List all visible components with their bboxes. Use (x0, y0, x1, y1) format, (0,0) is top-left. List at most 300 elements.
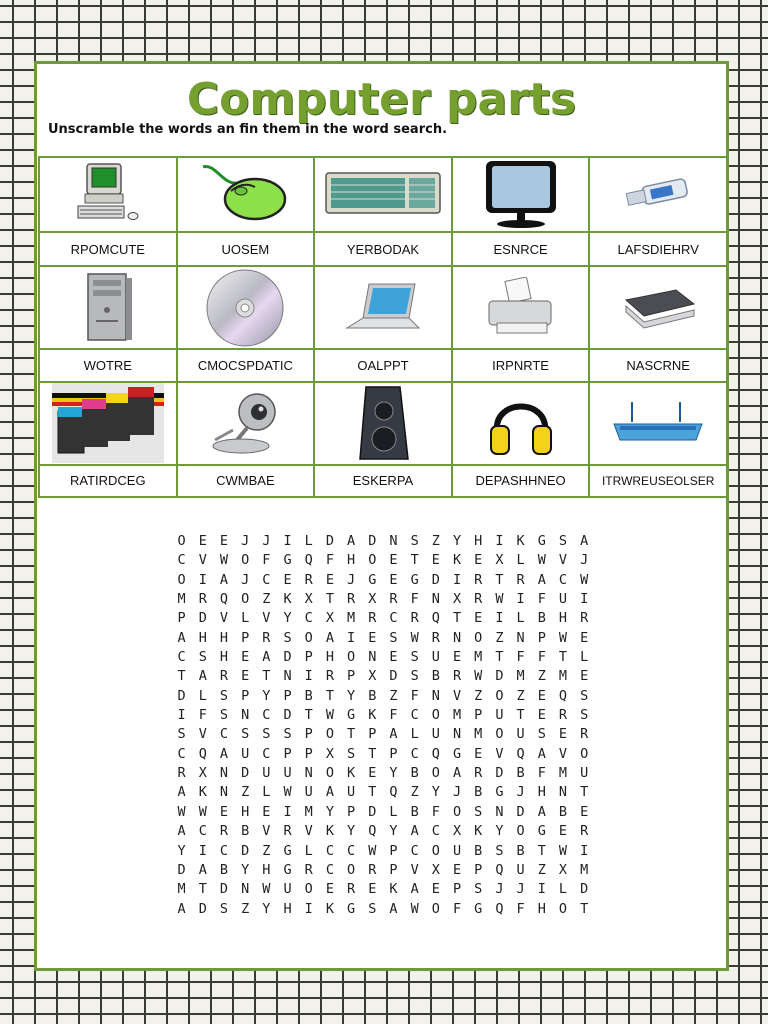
word-search-letter: U (283, 881, 292, 898)
word-search-letter: L (198, 687, 207, 704)
word-search-letter: V (410, 861, 419, 878)
word-search-letter: L (304, 842, 313, 859)
word-search-letter: E (452, 649, 462, 666)
word-search-letter: T (177, 668, 186, 685)
word-search-letter: B (474, 842, 483, 859)
word-search-letter: D (368, 533, 377, 549)
scrambled-word: NASCRNE (589, 349, 727, 381)
word-search-letter: O (431, 900, 440, 917)
word-search-letter: Y (389, 823, 398, 840)
word-search-letter: C (262, 571, 271, 588)
word-search-letter: S (410, 649, 419, 666)
word-search-letter: A (325, 784, 334, 801)
word-search-letter: C (219, 726, 229, 743)
word-search-letter: P (283, 687, 292, 704)
word-search-letter: M (452, 707, 462, 724)
word-search-letter: P (304, 726, 313, 743)
word-search-letter: S (198, 649, 207, 666)
word-search-letter: L (241, 610, 250, 627)
word-search-row (171, 629, 601, 648)
word-search-letter: R (304, 861, 313, 878)
word-search-letter: E (262, 803, 271, 820)
word-search-letter: F (452, 900, 462, 917)
laptop-icon (315, 280, 451, 336)
word-search-letter: D (241, 765, 250, 782)
word-search-letter: A (219, 571, 229, 588)
word-search-letter: W (474, 668, 483, 685)
word-search-letter: M (177, 881, 186, 898)
word-search-letter: R (262, 629, 271, 646)
word-search-letter: L (516, 610, 525, 627)
word-search-letter: I (283, 803, 292, 820)
word-search-letter: Q (304, 552, 313, 569)
word-search-letter: Q (558, 687, 568, 704)
word-search-letter: T (537, 842, 546, 859)
computer-icon (40, 162, 176, 226)
word-search-letter: P (389, 861, 398, 878)
word-search-letter: T (368, 745, 377, 762)
word-search-letter: Y (389, 765, 398, 782)
word-search-letter: C (262, 745, 271, 762)
word-search-letter: N (516, 629, 525, 646)
word-search-letter: H (325, 649, 334, 666)
word-search-letter: G (452, 745, 462, 762)
word-search-letter: A (410, 881, 419, 898)
word-search-letter: S (283, 726, 292, 743)
word-search-letter: Q (495, 900, 504, 917)
word-search-letter: A (198, 861, 207, 878)
word-search-letter: W (219, 552, 229, 569)
word-search-letter: D (283, 649, 292, 666)
word-search-letter: D (368, 803, 377, 820)
word-search-letter: P (389, 745, 398, 762)
word-search-letter: V (198, 552, 207, 569)
word-search-letter: L (410, 726, 419, 743)
word-search-row (171, 822, 601, 841)
word-search-letter: N (389, 533, 398, 549)
word-search-letter: G (410, 571, 419, 588)
word-search-letter: K (516, 533, 525, 549)
word-search-letter: E (389, 552, 398, 569)
word-search-letter: S (177, 726, 186, 743)
word-search-letter: S (410, 668, 419, 685)
word-search-letter: M (474, 726, 483, 743)
word-search-letter: G (283, 861, 292, 878)
word-search-letter: U (452, 842, 462, 859)
word-search-letter: X (304, 591, 313, 608)
word-search-letter: T (580, 900, 589, 917)
word-search-letter: W (410, 629, 419, 646)
word-search-letter: U (580, 765, 589, 782)
word-search-letter: G (347, 900, 356, 917)
word-search-letter: P (304, 649, 313, 666)
word-search-letter: Y (495, 823, 504, 840)
word-search-letter: O (241, 552, 250, 569)
word-search-letter: P (368, 726, 377, 743)
word-search-letter: Q (368, 823, 377, 840)
word-search-letter: V (198, 726, 207, 743)
ink-cartridge-icon (40, 383, 176, 463)
word-search-letter: D (283, 707, 292, 724)
word-search-letter: Y (262, 900, 271, 917)
word-search-letter: S (410, 533, 419, 549)
word-search-letter: V (495, 745, 504, 762)
word-search-letter: A (537, 803, 546, 820)
word-search-letter: W (368, 842, 377, 859)
word-search-letter: J (580, 552, 589, 569)
word-search-letter: W (283, 784, 292, 801)
word-search-letter: X (368, 591, 377, 608)
word-search-letter: C (304, 610, 313, 627)
word-search-letter: V (558, 745, 568, 762)
word-search-letter: N (241, 707, 250, 724)
word-search-letter: P (283, 745, 292, 762)
word-search-letter: L (580, 649, 589, 666)
word-search-letter: X (495, 552, 504, 569)
word-search-letter: H (241, 803, 250, 820)
word-search-letter: O (452, 803, 462, 820)
word-search-letter: E (452, 861, 462, 878)
word-search-letter: K (325, 900, 334, 917)
word-search-letter: E (580, 668, 589, 685)
word-search-letter: F (389, 707, 398, 724)
word-search-letter: E (580, 629, 589, 646)
word-search-letter: V (304, 823, 313, 840)
word-search-letter: J (262, 533, 271, 549)
word-search-letter: C (410, 707, 419, 724)
word-search-letter: I (537, 881, 546, 898)
word-search-letter: P (452, 881, 462, 898)
word-search-letter: B (241, 823, 250, 840)
word-search-letter: U (516, 861, 525, 878)
word-search-letter: O (495, 687, 504, 704)
word-search-letter: G (368, 571, 377, 588)
word-search-row (171, 571, 601, 590)
word-search-letter: E (537, 707, 546, 724)
word-search-letter: R (304, 571, 313, 588)
word-search-letter: Y (262, 687, 271, 704)
word-search-letter: E (558, 823, 568, 840)
word-search-letter: B (431, 668, 440, 685)
word-search-letter: E (558, 726, 568, 743)
word-search-letter: D (431, 571, 440, 588)
word-search-letter: C (325, 861, 334, 878)
word-search-letter: C (177, 649, 186, 666)
word-search-letter: F (410, 591, 419, 608)
word-search-letter: K (283, 591, 292, 608)
word-search-letter: B (410, 765, 419, 782)
word-search-letter: Z (431, 533, 440, 549)
word-search-letter: G (537, 533, 546, 549)
word-search-letter: R (177, 765, 186, 782)
word-search-letter: W (537, 552, 546, 569)
word-search-letter: D (198, 610, 207, 627)
word-search-letter: O (516, 823, 525, 840)
word-search-letter: R (580, 823, 589, 840)
word-search-letter: A (325, 629, 334, 646)
word-search-letter: T (347, 726, 356, 743)
word-search-letter: A (198, 668, 207, 685)
word-search-letter: P (347, 668, 356, 685)
word-search-letter: N (219, 765, 229, 782)
word-search-letter: S (219, 707, 229, 724)
word-search-letter: S (558, 533, 568, 549)
word-search-letter: C (262, 707, 271, 724)
word-search-letter: K (474, 823, 483, 840)
word-search-letter: I (495, 610, 504, 627)
word-search-letter: Z (474, 687, 483, 704)
word-search-letter: P (241, 629, 250, 646)
picture-grid (38, 156, 728, 498)
word-search-letter: F (410, 687, 419, 704)
word-search-letter: S (580, 687, 589, 704)
word-search-letter: L (389, 803, 398, 820)
word-search-letter: W (262, 881, 271, 898)
word-search-letter: E (431, 881, 440, 898)
word-search-letter: S (219, 687, 229, 704)
word-search-letter: F (325, 552, 334, 569)
word-search-letter: F (198, 707, 207, 724)
word-search-row (171, 532, 601, 551)
word-search-letter: A (389, 726, 398, 743)
word-search-letter: J (516, 881, 525, 898)
word-search-letter: A (452, 765, 462, 782)
word-search-letter: T (516, 707, 525, 724)
word-search-letter: Y (241, 861, 250, 878)
word-search-letter: G (283, 552, 292, 569)
word-search-letter: Q (198, 745, 207, 762)
word-search-letter: N (431, 687, 440, 704)
word-search-letter: O (431, 765, 440, 782)
word-search-letter: W (177, 803, 186, 820)
word-search-letter: P (474, 707, 483, 724)
usb-drive-icon (590, 176, 726, 212)
word-search-letter: J (241, 571, 250, 588)
word-search-letter: M (177, 591, 186, 608)
word-search-letter: E (537, 687, 546, 704)
word-search-letter: R (219, 823, 229, 840)
word-search-letter: I (177, 707, 186, 724)
word-search-letter: L (558, 881, 568, 898)
word-search-letter: R (474, 765, 483, 782)
word-search-letter: P (304, 745, 313, 762)
word-search-letter: X (558, 861, 568, 878)
word-search-letter: U (241, 745, 250, 762)
word-search-letter: A (177, 900, 186, 917)
word-search-letter: R (368, 861, 377, 878)
speaker-icon (315, 385, 451, 461)
word-search-letter: S (389, 629, 398, 646)
word-search-letter: P (537, 629, 546, 646)
word-search-letter: T (368, 784, 377, 801)
word-search-letter: A (410, 823, 419, 840)
wireless-router-icon (590, 400, 726, 446)
scrambled-word: YERBODAK (314, 232, 452, 266)
word-search-letter: D (177, 861, 186, 878)
word-search-letter: E (474, 610, 483, 627)
scrambled-word: UOSEM (177, 232, 315, 266)
word-search-letter: B (304, 687, 313, 704)
word-search-letter: H (347, 552, 356, 569)
word-search-row (171, 706, 601, 725)
tower-icon (40, 272, 176, 344)
word-search-letter: Y (431, 784, 440, 801)
word-search-letter: T (495, 649, 504, 666)
word-search-letter: J (347, 571, 356, 588)
word-search-letter: Z (516, 687, 525, 704)
word-search-letter: J (241, 533, 250, 549)
word-search-letter: O (347, 861, 356, 878)
word-search-letter: U (431, 726, 440, 743)
word-search-letter: R (580, 610, 589, 627)
word-search-letter: Z (262, 591, 271, 608)
word-search-letter: Y (347, 687, 356, 704)
word-search-letter: Q (495, 861, 504, 878)
word-search-row (171, 783, 601, 802)
word-search-letter: E (474, 552, 483, 569)
word-search-letter: Z (537, 668, 546, 685)
word-search-letter: H (262, 861, 271, 878)
word-search-letter: E (368, 629, 377, 646)
scrambled-word: OALPPT (314, 349, 452, 381)
word-search-row (171, 687, 601, 706)
word-search-letter: X (325, 745, 334, 762)
word-search-letter: Z (262, 842, 271, 859)
word-search-letter: B (516, 765, 525, 782)
word-search-letter: I (516, 591, 525, 608)
word-search-letter: R (474, 591, 483, 608)
word-search-letter: U (304, 784, 313, 801)
word-search-letter: D (580, 881, 589, 898)
word-search-letter: E (241, 649, 250, 666)
word-search-letter: C (198, 823, 207, 840)
scrambled-word: ESKERPA (314, 465, 452, 497)
word-search-letter: K (452, 552, 462, 569)
word-search-letter: F (516, 649, 525, 666)
word-search-letter: R (410, 610, 419, 627)
word-search-letter: P (241, 687, 250, 704)
word-search-letter: H (537, 900, 546, 917)
word-search-letter: H (558, 610, 568, 627)
word-search-letter: X (325, 610, 334, 627)
word-search-letter: N (241, 881, 250, 898)
mouse-icon (178, 161, 314, 227)
compact-disc-icon (178, 268, 314, 348)
word-search-letter: D (177, 687, 186, 704)
word-search-letter: P (474, 861, 483, 878)
scrambled-word: ESNRCE (452, 232, 590, 266)
word-search-letter: R (283, 823, 292, 840)
word-search-letter: A (537, 745, 546, 762)
word-search-letter: S (283, 629, 292, 646)
word-search-letter: Z (241, 900, 250, 917)
word-search-letter: O (474, 629, 483, 646)
word-search-letter: A (219, 745, 229, 762)
word-search-letter: Y (325, 803, 334, 820)
word-search-letter: C (219, 842, 229, 859)
word-search-letter: O (431, 707, 440, 724)
word-search-letter: E (219, 533, 229, 549)
word-search-letter: I (347, 629, 356, 646)
word-search-letter: G (283, 842, 292, 859)
scrambled-word: LAFSDIEHRV (589, 232, 727, 266)
word-search-letter: V (558, 552, 568, 569)
headphones-icon (453, 388, 589, 458)
word-search-letter: O (347, 649, 356, 666)
word-search-letter: T (495, 571, 504, 588)
word-search-letter: L (262, 784, 271, 801)
word-search-letter: F (537, 649, 546, 666)
word-search-letter: U (283, 765, 292, 782)
word-search-letter: K (389, 881, 398, 898)
word-search-letter: O (304, 881, 313, 898)
word-search-letter: O (177, 571, 186, 588)
word-search-letter: E (283, 571, 292, 588)
word-search-letter: C (177, 745, 186, 762)
word-search-letter: R (219, 668, 229, 685)
word-search-row (171, 861, 601, 880)
word-search-letter: B (516, 842, 525, 859)
word-search-letter: Z (495, 629, 504, 646)
word-search-letter: Y (283, 610, 292, 627)
word-search-letter: U (516, 726, 525, 743)
word-search-letter: R (580, 726, 589, 743)
word-search-letter: S (580, 707, 589, 724)
word-search-letter: R (347, 591, 356, 608)
word-search-letter: M (474, 649, 483, 666)
word-search-letter: M (580, 861, 589, 878)
word-search-letter: G (495, 784, 504, 801)
word-search-letter: D (495, 765, 504, 782)
word-search-letter: Q (431, 745, 440, 762)
word-search-letter: C (325, 842, 334, 859)
word-search-letter: U (558, 591, 568, 608)
word-search-row (171, 764, 601, 783)
word-search-letter: B (474, 784, 483, 801)
word-search-grid (171, 532, 601, 919)
word-search-letter: X (431, 861, 440, 878)
word-search-letter: E (580, 803, 589, 820)
word-search-row (171, 551, 601, 570)
word-search-letter: I (283, 533, 292, 549)
word-search-letter: J (516, 784, 525, 801)
word-search-letter: X (198, 765, 207, 782)
word-search-letter: Z (241, 784, 250, 801)
word-search-letter: W (410, 900, 419, 917)
word-search-letter: O (368, 552, 377, 569)
word-search-letter: S (219, 900, 229, 917)
word-search-letter: D (241, 842, 250, 859)
word-search-letter: O (558, 900, 568, 917)
word-search-letter: S (241, 726, 250, 743)
word-search-letter: I (304, 900, 313, 917)
word-search-row (171, 725, 601, 744)
word-search-letter: I (198, 571, 207, 588)
word-search-letter: H (219, 629, 229, 646)
word-search-letter: N (452, 726, 462, 743)
word-search-letter: C (558, 571, 568, 588)
word-search-letter: N (283, 668, 292, 685)
word-search-letter: U (495, 707, 504, 724)
monitor-icon (453, 159, 589, 229)
word-search-letter: A (347, 533, 356, 549)
word-search-letter: J (495, 881, 504, 898)
word-search-letter: W (495, 591, 504, 608)
word-search-letter: Q (389, 784, 398, 801)
word-search-letter: V (262, 610, 271, 627)
word-search-letter: R (558, 707, 568, 724)
word-search-letter: E (325, 571, 334, 588)
